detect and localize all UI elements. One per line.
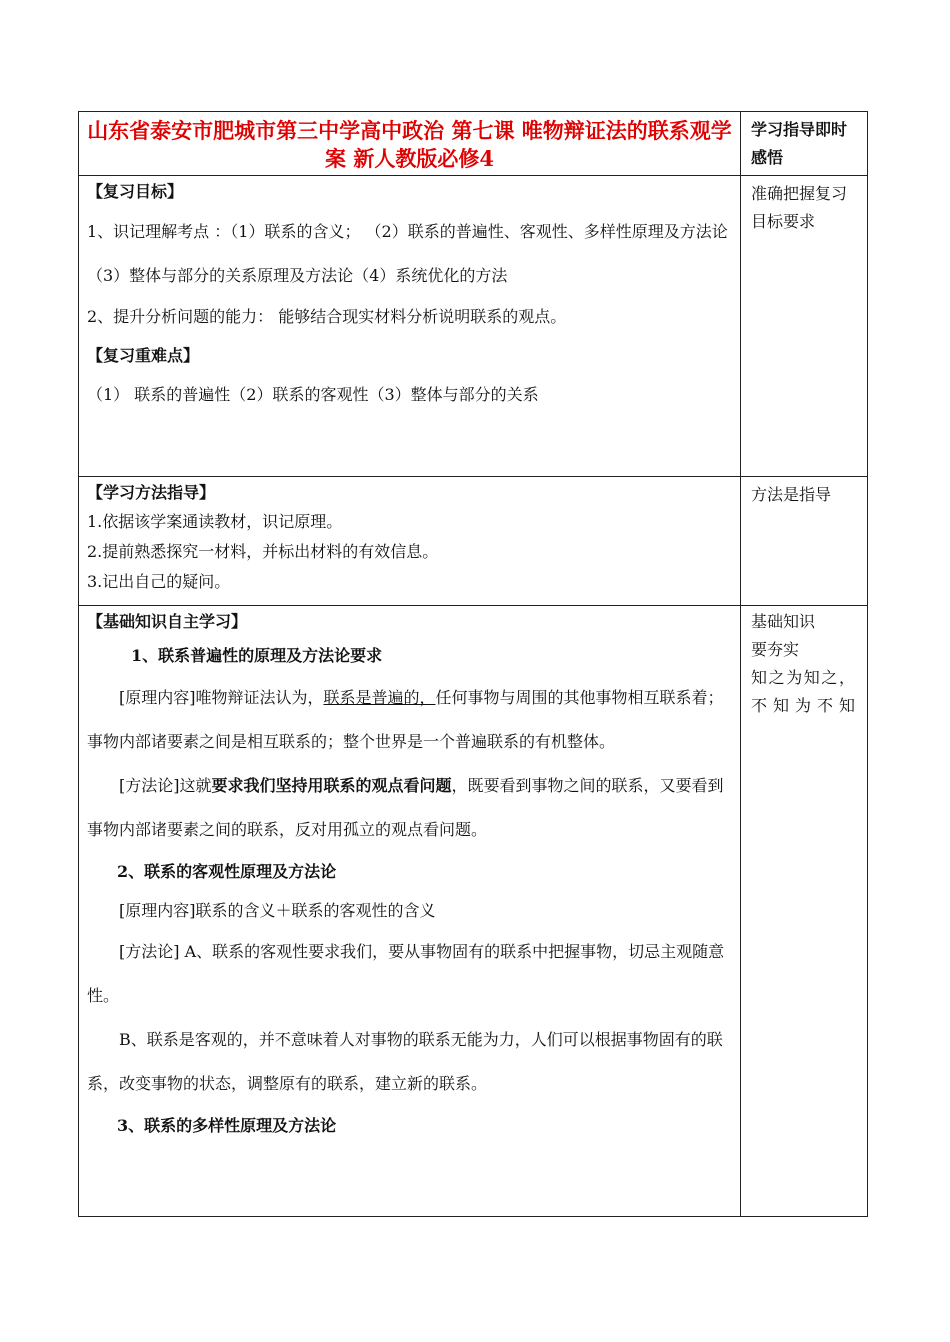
section-1-title: 1、联系普遍性的原理及方法论要求 — [131, 646, 383, 665]
section-2-title: 2、联系的客观性原理及方法论 — [117, 862, 337, 881]
key-text: （1） 联系的普遍性（2）联系的客观性（3）整体与部分的关系 — [87, 385, 539, 404]
title-cell — [79, 112, 741, 176]
basics-cell — [79, 606, 741, 1217]
method-bold: 要求我们坚持用联系的观点看问题 — [211, 776, 452, 795]
side-header-cell — [741, 112, 868, 176]
basics-side-line-3: 知之为知之，不知为不知 — [751, 668, 855, 715]
method-lead: [方法论]这就 — [119, 776, 212, 795]
document-title: 山东省泰安市肥城市第三中学高中政治 第七课 唯物辩证法的联系观学案 新人教版必修4 — [87, 118, 732, 171]
method-cell — [79, 477, 741, 606]
review-item-2: 2、提升分析问题的能力： 能够结合现实材料分析说明联系的观点。 — [87, 307, 567, 326]
header-row — [79, 112, 868, 176]
method-rest: ，既要看到事物之间的联系，又要看到事物内部诸要素之间的联系，反对用孤立的观点看问题。 — [87, 776, 724, 839]
method-side-cell — [741, 477, 868, 606]
basics-heading: 【基础知识自主学习】 — [87, 612, 248, 631]
basics-side-cell — [741, 606, 868, 1217]
basics-side-line-2: 要夯实 — [751, 640, 800, 659]
method-item-1: 1.依据该学案通读教材，识记原理。 — [87, 512, 343, 531]
review-heading: 【复习目标】 — [87, 182, 184, 201]
method-item-3: 3.记出自己的疑问。 — [87, 572, 231, 591]
section-2-method-a: [方法论] A、联系的客观性要求我们，要从事物固有的联系中把握事物，切忌主观随意性。 — [87, 942, 725, 1005]
method-row — [79, 477, 868, 606]
principle-rest: 任何事物与周围的其他事物相互联系着；事物内部诸要素之间是相互联系的；整个世界是一个普遍联系的有机整体。 — [87, 688, 724, 751]
principle-underlined: 联系是普遍的， — [323, 688, 436, 707]
side-header: 学习指导即时感悟 — [751, 120, 848, 167]
basics-row — [79, 606, 868, 1217]
section-2-principle: [原理内容]联系的含义＋联系的客观性的含义 — [119, 901, 436, 920]
section-3-title: 3、联系的多样性原理及方法论 — [117, 1116, 337, 1135]
review-cell — [79, 176, 741, 477]
section-1-principle — [87, 676, 728, 764]
principle-lead: [原理内容]唯物辩证法认为， — [119, 688, 324, 707]
basics-side-line-1: 基础知识 — [751, 612, 816, 631]
review-side-cell — [741, 176, 868, 477]
review-side-note: 准确把握复习目标要求 — [751, 184, 848, 231]
method-heading: 【学习方法指导】 — [87, 483, 216, 502]
method-side-note: 方法是指导 — [751, 485, 832, 504]
review-item-1: 1、识记理解考点 ：（1）联系的含义； （2）联系的普遍性、客观性、多样性原理及方法论（3）整体与部分的关系原理及方法论（4）系统优化的方法 — [87, 222, 728, 285]
key-heading: 【复习重难点】 — [87, 346, 200, 365]
review-row — [79, 176, 868, 477]
section-2-method-b: B、联系是客观的，并不意味着人对事物的联系无能为力，人们可以根据事物固有的联系，改变事物的状态，调整原有的联系，建立新的联系。 — [87, 1030, 723, 1093]
study-plan-table — [78, 111, 868, 1217]
method-item-2: 2.提前熟悉探究一材料，并标出材料的有效信息。 — [87, 542, 439, 561]
section-1-method — [87, 764, 728, 852]
